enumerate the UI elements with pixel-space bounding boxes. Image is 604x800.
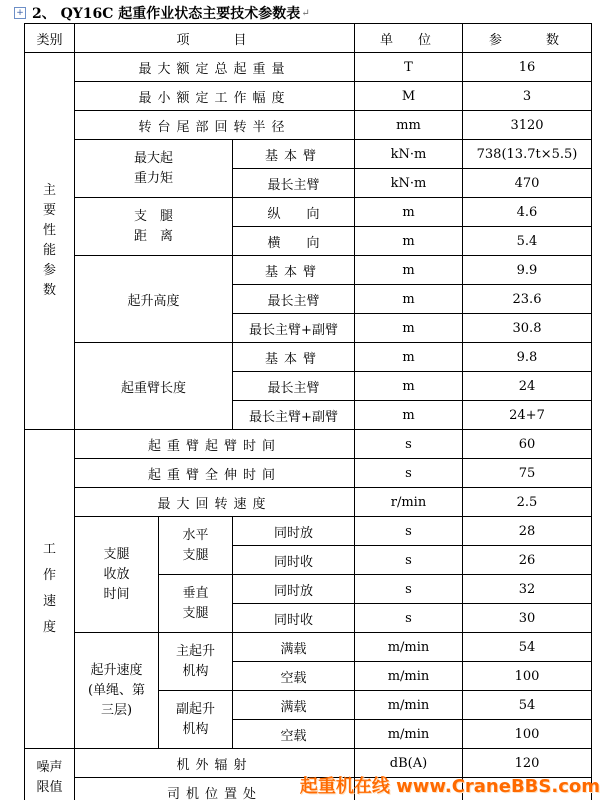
row-label: 最长主臂 bbox=[233, 285, 355, 314]
row-unit: s bbox=[355, 604, 463, 633]
row-value: 9.9 bbox=[463, 256, 592, 285]
row-label: 最大回转速度 bbox=[75, 488, 355, 517]
section-heading bbox=[14, 4, 310, 22]
row-value: 3 bbox=[463, 82, 592, 111]
table-row bbox=[25, 111, 592, 140]
table-row bbox=[25, 343, 592, 372]
paragraph-mark-icon: ↵ bbox=[301, 7, 310, 19]
row-unit: m bbox=[355, 256, 463, 285]
row-value: 738(13.7t×5.5) bbox=[463, 140, 592, 169]
moment-label: 最大起 重力矩 bbox=[75, 140, 233, 198]
aux-hoist-label: 副起升 机构 bbox=[159, 691, 233, 749]
row-unit: mm bbox=[355, 111, 463, 140]
row-unit: s bbox=[355, 459, 463, 488]
row-label: 横 向 bbox=[233, 227, 355, 256]
row-value: 5.4 bbox=[463, 227, 592, 256]
header-param: 参 数 bbox=[463, 24, 592, 53]
row-value: 54 bbox=[463, 633, 592, 662]
row-value: 30.8 bbox=[463, 314, 592, 343]
row-label: 最长主臂+副臂 bbox=[233, 314, 355, 343]
row-value: 23.6 bbox=[463, 285, 592, 314]
row-label: 最长主臂 bbox=[233, 169, 355, 198]
row-label: 同时放 bbox=[233, 517, 355, 546]
row-label: 起重臂全伸时间 bbox=[75, 459, 355, 488]
row-value: 60 bbox=[463, 430, 592, 459]
row-unit: m bbox=[355, 372, 463, 401]
spec-table bbox=[24, 23, 592, 800]
row-value: 30 bbox=[463, 604, 592, 633]
row-value: 24 bbox=[463, 372, 592, 401]
row-unit: m bbox=[355, 314, 463, 343]
table-row bbox=[25, 459, 592, 488]
table-row bbox=[25, 82, 592, 111]
row-unit: m bbox=[355, 198, 463, 227]
spec-table-container bbox=[24, 23, 592, 800]
row-label: 起重臂起臂时间 bbox=[75, 430, 355, 459]
row-unit: m/min bbox=[355, 691, 463, 720]
row-unit: s bbox=[355, 546, 463, 575]
row-value: 16 bbox=[463, 53, 592, 82]
row-label: 最长主臂 bbox=[233, 372, 355, 401]
section-title: 2、 QY16C 起重作业状态主要技术参数表 bbox=[32, 6, 301, 22]
row-value: 3120 bbox=[463, 111, 592, 140]
row-label: 机外辐射 bbox=[75, 749, 355, 778]
row-unit: s bbox=[355, 517, 463, 546]
row-label: 空载 bbox=[233, 662, 355, 691]
row-label: 满载 bbox=[233, 691, 355, 720]
row-value: 4.6 bbox=[463, 198, 592, 227]
row-value: 24+7 bbox=[463, 401, 592, 430]
lift-height-label: 起升高度 bbox=[75, 256, 233, 343]
table-row bbox=[25, 53, 592, 82]
header-item: 项 目 bbox=[75, 24, 355, 53]
header-unit: 单 位 bbox=[355, 24, 463, 53]
row-label: 同时收 bbox=[233, 546, 355, 575]
row-unit: m bbox=[355, 285, 463, 314]
table-row bbox=[25, 256, 592, 285]
row-label: 司机位置处 bbox=[75, 778, 355, 800]
row-label: 最小额定工作幅度 bbox=[75, 82, 355, 111]
row-label: 同时放 bbox=[233, 575, 355, 604]
row-value: 2.5 bbox=[463, 488, 592, 517]
row-label: 纵 向 bbox=[233, 198, 355, 227]
row-unit: M bbox=[355, 82, 463, 111]
row-label: 最大额定总起重量 bbox=[75, 53, 355, 82]
row-unit: s bbox=[355, 430, 463, 459]
row-label: 最长主臂+副臂 bbox=[233, 401, 355, 430]
vertical-outrigger-label: 垂直 支腿 bbox=[159, 575, 233, 633]
site-watermark: 起重机在线 www.CraneBBS.com bbox=[299, 776, 600, 797]
row-unit: m/min bbox=[355, 662, 463, 691]
group-main-performance: 主 要 性 能 参 数 bbox=[25, 53, 75, 430]
row-value: 26 bbox=[463, 546, 592, 575]
row-unit: m/min bbox=[355, 633, 463, 662]
main-hoist-label: 主起升 机构 bbox=[159, 633, 233, 691]
row-label: 空载 bbox=[233, 720, 355, 749]
row-unit: kN·m bbox=[355, 169, 463, 198]
row-unit: m bbox=[355, 343, 463, 372]
table-move-handle-icon[interactable]: + bbox=[14, 7, 26, 19]
outrigger-time-label: 支腿 收放 时间 bbox=[75, 517, 159, 633]
group-working-speed: 工 作 速 度 bbox=[25, 430, 75, 749]
row-label: 基本臂 bbox=[233, 256, 355, 285]
table-row bbox=[25, 430, 592, 459]
row-value: 75 bbox=[463, 459, 592, 488]
group-noise: 噪声 限值 bbox=[25, 749, 75, 800]
row-label: 基本臂 bbox=[233, 343, 355, 372]
header-category: 类别 bbox=[25, 24, 75, 53]
row-label: 满载 bbox=[233, 633, 355, 662]
horizontal-outrigger-label: 水平 支腿 bbox=[159, 517, 233, 575]
table-row bbox=[25, 633, 592, 662]
boom-length-label: 起重臂长度 bbox=[75, 343, 233, 430]
row-unit: m bbox=[355, 227, 463, 256]
row-unit: m/min bbox=[355, 720, 463, 749]
row-value: 9.8 bbox=[463, 343, 592, 372]
row-value: 120 bbox=[463, 749, 592, 778]
row-label: 转台尾部回转半径 bbox=[75, 111, 355, 140]
row-unit: T bbox=[355, 53, 463, 82]
row-unit: s bbox=[355, 575, 463, 604]
table-row bbox=[25, 517, 592, 546]
header-row bbox=[25, 24, 592, 53]
row-unit: kN·m bbox=[355, 140, 463, 169]
hoist-speed-label: 起升速度 (单绳、第 三层) bbox=[75, 633, 159, 749]
row-unit: dB(A) bbox=[355, 749, 463, 778]
row-unit: m bbox=[355, 401, 463, 430]
table-row bbox=[25, 198, 592, 227]
row-label: 基本臂 bbox=[233, 140, 355, 169]
row-value: 470 bbox=[463, 169, 592, 198]
row-value: 100 bbox=[463, 720, 592, 749]
row-value: 100 bbox=[463, 662, 592, 691]
row-value: 28 bbox=[463, 517, 592, 546]
row-label: 同时收 bbox=[233, 604, 355, 633]
table-row bbox=[25, 140, 592, 169]
table-row bbox=[25, 488, 592, 517]
row-unit: r/min bbox=[355, 488, 463, 517]
row-value: 32 bbox=[463, 575, 592, 604]
row-value: 54 bbox=[463, 691, 592, 720]
outrigger-label: 支 腿 距 离 bbox=[75, 198, 233, 256]
